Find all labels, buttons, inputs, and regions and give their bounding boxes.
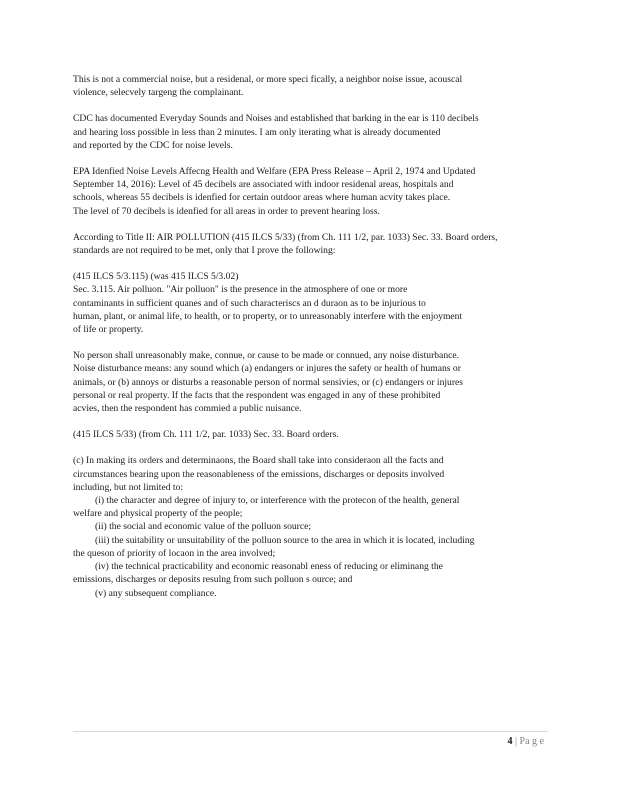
text-line: emissions, discharges or deposits resulng from such polluon s ource; and — [73, 574, 353, 586]
paragraph — [73, 587, 551, 600]
text-line: including, but not limited to: — [73, 481, 184, 493]
paragraph — [73, 560, 551, 573]
text-line: The level of 70 decibels is idenfied for all areas in order to prevent hearing loss. — [73, 205, 380, 217]
paragraph — [73, 428, 551, 441]
page-label: Pa g e — [519, 736, 544, 747]
paragraph — [73, 165, 551, 218]
text-line: schools, whereas 55 decibels is idenfied for certain outdoor areas where human acvity takes place. — [73, 192, 451, 204]
paragraph — [73, 349, 551, 415]
text-line: circumstances bearing upon the reasonableness of the emissions, discharges or deposits involved — [73, 468, 445, 480]
text-line: (ii) the social and economic value of the polluon source; — [95, 521, 312, 533]
text-line: (iii) the suitability or unsuitability of the polluon source to the area in which it is located, including — [95, 534, 475, 546]
text-line: of life or property. — [73, 324, 144, 336]
paragraph — [73, 494, 551, 507]
text-line: September 14, 2016): Level of 45 decibels are associated with indoor residenal areas, hospitals and — [73, 179, 454, 191]
paragraph — [73, 573, 551, 586]
text-line: personal or real property. If the facts that the respondent was engaged in any of these prohibited — [73, 389, 441, 401]
footer-divider — [73, 731, 548, 732]
text-line: This is not a commercial noise, but a residenal, or more speci fically, a neighbor noise issue, acouscal — [73, 74, 463, 85]
paragraph — [73, 73, 551, 99]
text-line: (i) the character and degree of injury to, or interference with the protecon of the health, general — [95, 495, 460, 507]
text-line: acvies, then the respondent has commied a public nuisance. — [73, 403, 302, 415]
text-line: CDC has documented Everyday Sounds and Noises and established that barking in the ear is 110 decibels — [73, 113, 479, 125]
paragraph — [73, 547, 551, 560]
page-separator: | — [512, 736, 520, 747]
paragraph — [73, 270, 551, 283]
page-footer — [508, 736, 544, 747]
text-line: contaminants in sufficient quanes and of such characteriscs an d duraon as to be injurious to — [73, 297, 426, 309]
paragraph — [73, 283, 551, 336]
paragraph — [73, 231, 551, 257]
paragraph — [73, 507, 551, 520]
text-line: (iv) the technical practicability and economic reasonabl eness of reducing or eliminang the — [95, 561, 443, 573]
text-line: and hearing loss possible in less than 2 minutes. I am only iterating what is already documented — [73, 126, 441, 138]
text-line: (415 ILCS 5/33) (from Ch. 111 1/2, par. 1033) Sec. 33. Board orders. — [73, 429, 339, 441]
text-line: EPA Idenfied Noise Levels Affecng Health and Welfare (EPA Press Release – April 2, 1974 and Updated — [73, 166, 476, 178]
text-line: and reported by the CDC for noise levels. — [73, 139, 233, 151]
text-line: standards are not required to be met, only that I prove the following: — [73, 245, 336, 257]
text-line: (v) any subsequent compliance. — [95, 587, 217, 599]
text-line: (c) In making its orders and determinaons, the Board shall take into consideraon all the facts and — [73, 455, 444, 467]
paragraph — [73, 112, 551, 152]
text-line: (415 ILCS 5/3.115) (was 415 ILCS 5/3.02) — [73, 271, 239, 283]
paragraph — [73, 520, 551, 546]
text-line: animals, or (b) annoys or disturbs a reasonable person of normal sensivies, or (c) endangers or injures — [73, 376, 464, 388]
paragraph — [73, 454, 551, 494]
text-line: No person shall unreasonably make, connue, or cause to be made or connued, any noise disturbance. — [73, 350, 460, 362]
text-line: Sec. 3.115. Air polluon. "Air polluon" is the presence in the atmosphere of one or more — [73, 284, 408, 296]
text-line: violence, selecvely targeng the complainant. — [73, 87, 244, 99]
text-line: welfare and physical property of the people; — [73, 508, 243, 520]
text-line: human, plant, or animal life, to health, or to property, or to unreasonably interfere with the enjoyment — [73, 310, 463, 322]
text-line: Noise disturbance means: any sound which (a) endangers or injures the safety or health of humans or — [73, 363, 461, 375]
text-line: the queson of priority of locaon in the area involved; — [73, 547, 276, 559]
document-body — [73, 73, 551, 600]
page-number: 4 — [507, 736, 513, 747]
text-line: According to Title II: AIR POLLUTION (415 ILCS 5/33) (from Ch. 111 1/2, par. 1033) Sec. 33. Board orders, — [73, 231, 498, 243]
